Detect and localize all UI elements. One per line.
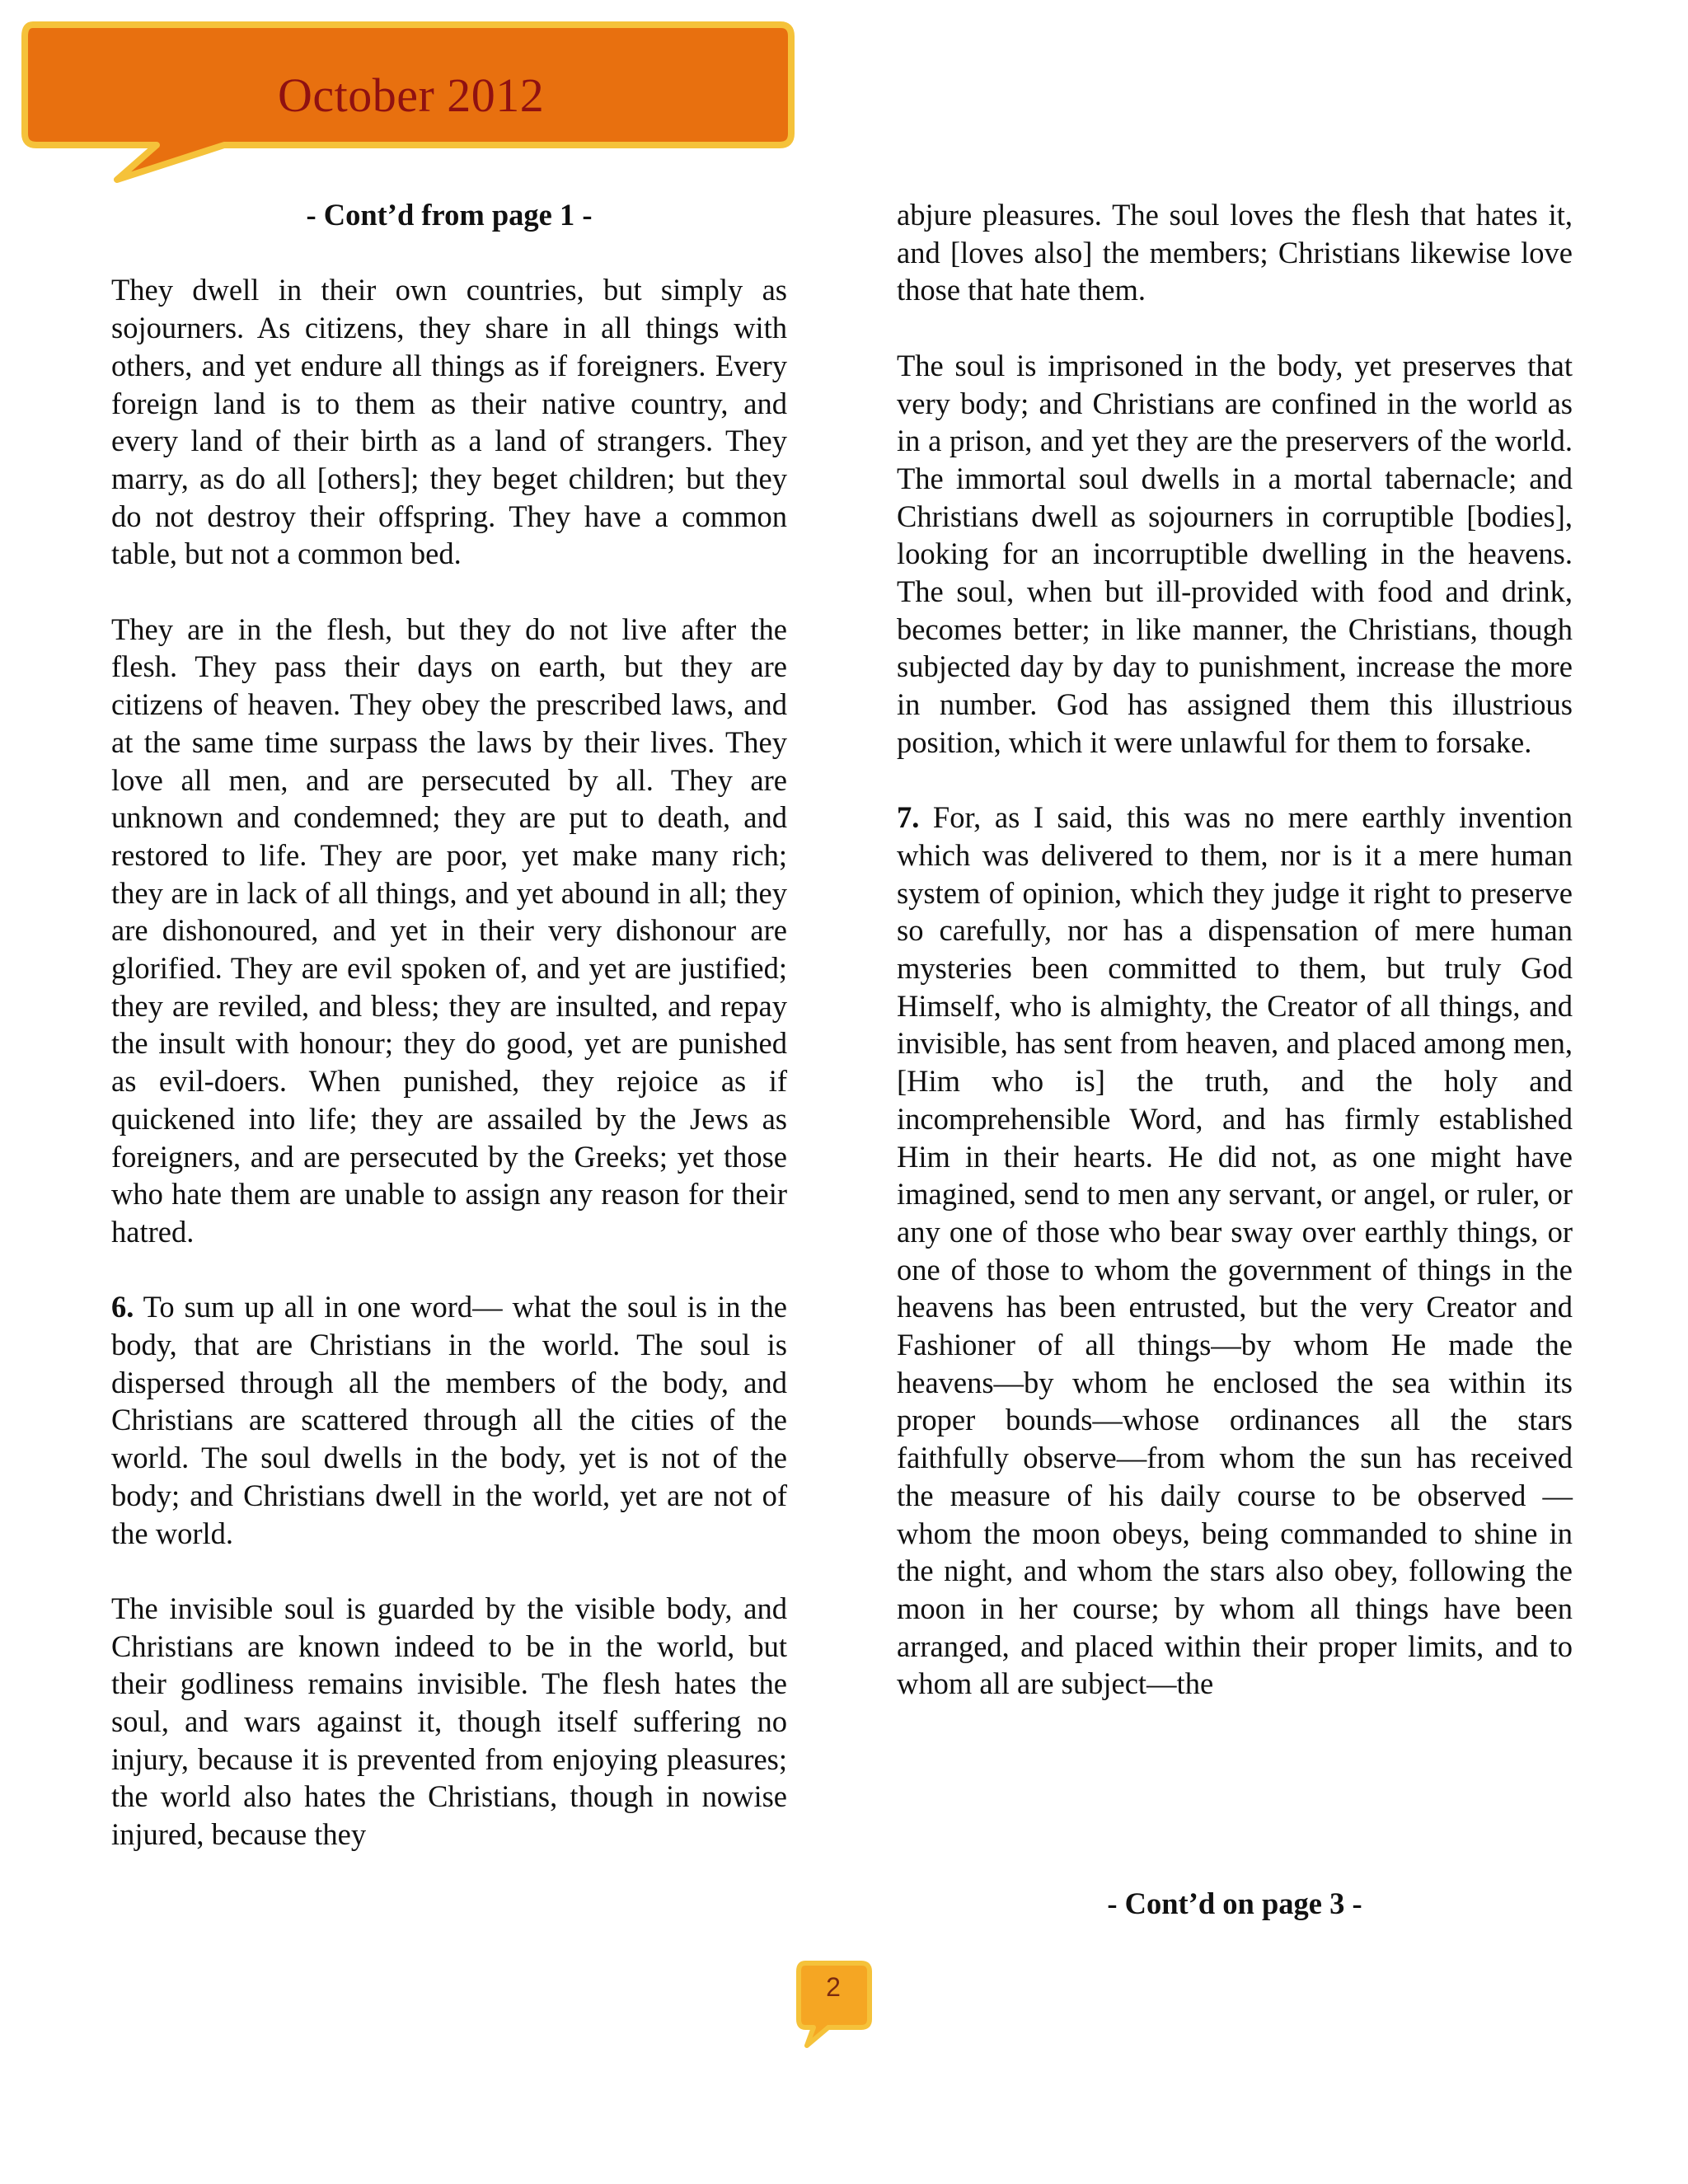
- continued-on-label: - Cont’d on page 3 -: [1107, 1886, 1362, 1920]
- paragraph-in-the-flesh: They are in the flesh, but they do not live after the flesh. They pass their days on earth, but they are citizens of heaven. They obey the prescribed laws, and at the same time surpass the laws by their lives. They love all men, and are persecuted by all. They are unknown and condemned; they are put to death, and restored to life. They are poor, yet make many rich; they are in lack of all things, and yet abound in all; they are dishonoured, and yet in their very dishonour are glorified. They are evil spoken of, and yet are justified; they are reviled, and bless; they are insulted, and repay the insult with honour; they do good, yet are punished as evil-doers. When punished, they rejoice as if quickened into life; they are assailed by the Jews as foreigners, and are persecuted by the Greeks; yet those who hate them are unable to assign any reason for their hatred.: [111, 612, 787, 1249]
- paragraph-section-6: [111, 1288, 787, 1552]
- paragraph-soul-imprisoned: The soul is imprisoned in the body, yet preserves that very body; and Christians are confined in the world as in a prison, and yet they are the preservers of the world. The immortal soul dwells in a mortal tabernacle; and Christians dwell as sojourners in corruptible [bodies], looking for an incorruptible dwelling in the heavens. The soul, when but ill-provided with food and drink, becomes better; in like manner, the Christians, though subjected day by day to punishment, increase the more in number. God has assigned them this illustrious position, which it were unlawful for them to forsake.: [897, 348, 1573, 759]
- newsletter-date-title: October 2012: [278, 68, 545, 122]
- paragraph-sojourners: They dwell in their own countries, but simply as sojourners. As citizens, they share in all things with others, and yet endure all things as if foreigners. Every foreign land is to them as their native country, and every land of their birth as a land of strangers. They marry, as do all [others]; they beget children; but they do not destroy their offspring. They have a common table, but not a common bed.: [111, 273, 787, 571]
- paragraph-section-7: [897, 799, 1573, 1703]
- right-column: [897, 196, 1573, 1741]
- section-number-6: 6.: [111, 1290, 134, 1324]
- page-number: 2: [826, 1972, 841, 2002]
- section-6-text: To sum up all in one word— what the soul is in the body, that are Christians in the world. The soul is dispersed through all the members of the body, and Christians are scattered through all the cities of the world. The soul dwells in the body, yet is not of the body; and Christians dwell in the world, yet are not of the world.: [111, 1290, 787, 1550]
- section-7-text: For, as I said, this was no mere earthly invention which was delivered to them, nor is it a mere human system of opinion, which they judge it right to preserve so carefully, nor has a dispensation of mere human mysteries been committed to them, but truly God Himself, who is almighty, the Creator of all things, and invisible, has sent from heaven, and placed among men, [Him who is] the truth, and the holy and incomprehensible Word, and has firmly established Him in their hearts. He did not, as one might have imagined, send to men any servant, or angel, or ruler, or any one of those who bear sway over earthly things, or one of those to whom the government of things in the heavens has been entrusted, but the very Creator and Fashioner of all things—by whom He made the heavens—by whom he enclosed the sea within its proper bounds—whose ordinances all the stars faithfully observe—from whom the sun has received the measure of his daily course to be observed — whom the moon obeys, being commanded to shine in the night, and whom the stars also obey, following the moon in her course; by whom all things have been arranged, and placed within their proper limits, and to whom all are subject—the: [897, 800, 1573, 1701]
- continued-from-label: - Cont’d from page 1 -: [306, 198, 593, 232]
- left-column: [111, 196, 787, 1891]
- section-number-7: 7.: [897, 800, 920, 835]
- paragraph-abjure-pleasures: abjure pleasures. The soul loves the flesh that hates it, and [loves also] the members; Christians likewise love those that hate them.: [897, 198, 1573, 307]
- header-banner: [18, 18, 797, 187]
- paragraph-invisible-soul: The invisible soul is guarded by the visible body, and Christians are known indeed to be in the world, but their godliness remains invisible. The flesh hates the soul, and wars against it, though itself suffering no injury, because it is prevented from enjoying pleasures; the world also hates the Christians, though in nowise injured, because they: [111, 1591, 787, 1852]
